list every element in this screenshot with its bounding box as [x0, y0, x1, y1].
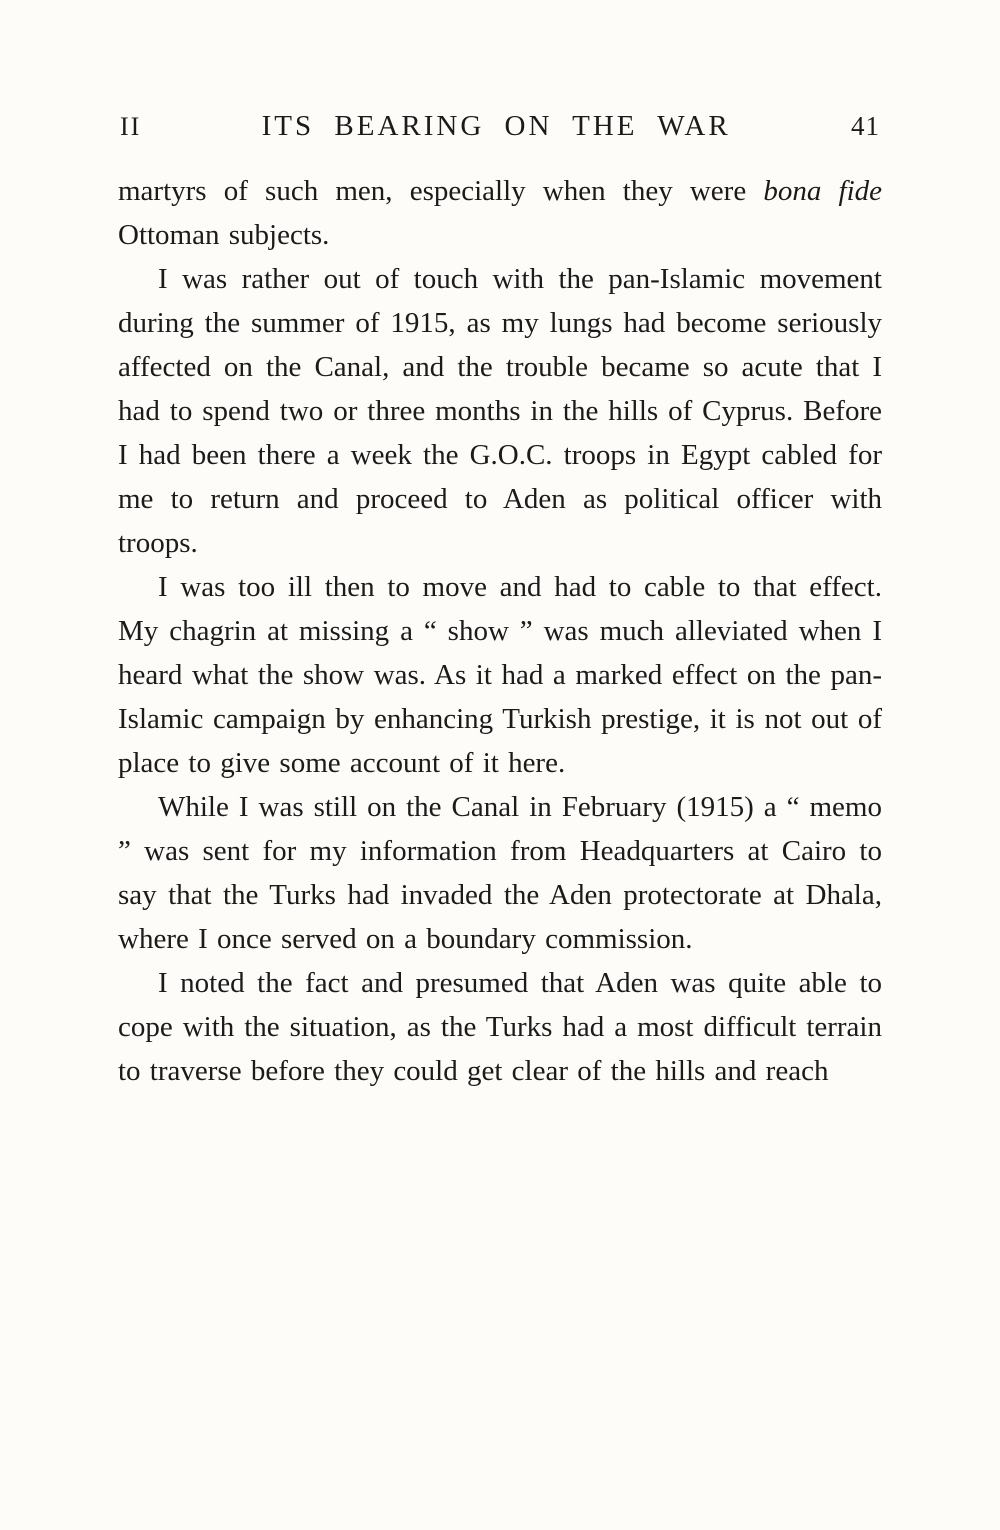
page-number: 41	[851, 111, 880, 141]
text-segment: martyrs of such men, especially when they were	[118, 175, 764, 207]
text-segment: While I was still on the Canal in February (1915) a “ memo ” was sent for my information from Headquarters at Cairo to say that the Turks had invaded the Aden protectorate at Dhala, where I once served on a boundary commission.	[118, 791, 882, 955]
paragraph	[118, 961, 882, 1093]
paragraph	[118, 169, 882, 257]
text-segment: Ottoman subjects.	[118, 219, 330, 251]
paragraph	[118, 257, 882, 565]
running-header	[118, 110, 882, 143]
text-block	[118, 110, 882, 1093]
paragraph	[118, 565, 882, 785]
italic-text: bona fide	[763, 175, 882, 207]
text-segment: I noted the fact and presumed that Aden was quite able to cope with the situation, as the Turks had a most difficult terrain to traverse before they could get clear of the hills and reach	[118, 967, 882, 1087]
page-body	[118, 169, 882, 1093]
text-segment: I was rather out of touch with the pan-Islamic movement during the summer of 1915, as my lungs had become seriously affected on the Canal, and the trouble became so acute that I had to spend two or three months in the hills of Cyprus. Before I had been there a week the G.O.C. troops in Egypt cabled for me to return and proceed to Aden as political officer with troops.	[118, 263, 882, 559]
text-segment: I was too ill then to move and had to cable to that effect. My chagrin at missing a “ show ” was much alleviated when I heard what the show was. As it had a marked effect on the pan-Islamic campaign by enhancing Turkish prestige, it is not out of place to give some account of it here.	[118, 571, 882, 779]
paragraph	[118, 785, 882, 961]
chapter-number: II	[120, 112, 142, 141]
running-title: ITS BEARING ON THE WAR	[261, 110, 731, 142]
